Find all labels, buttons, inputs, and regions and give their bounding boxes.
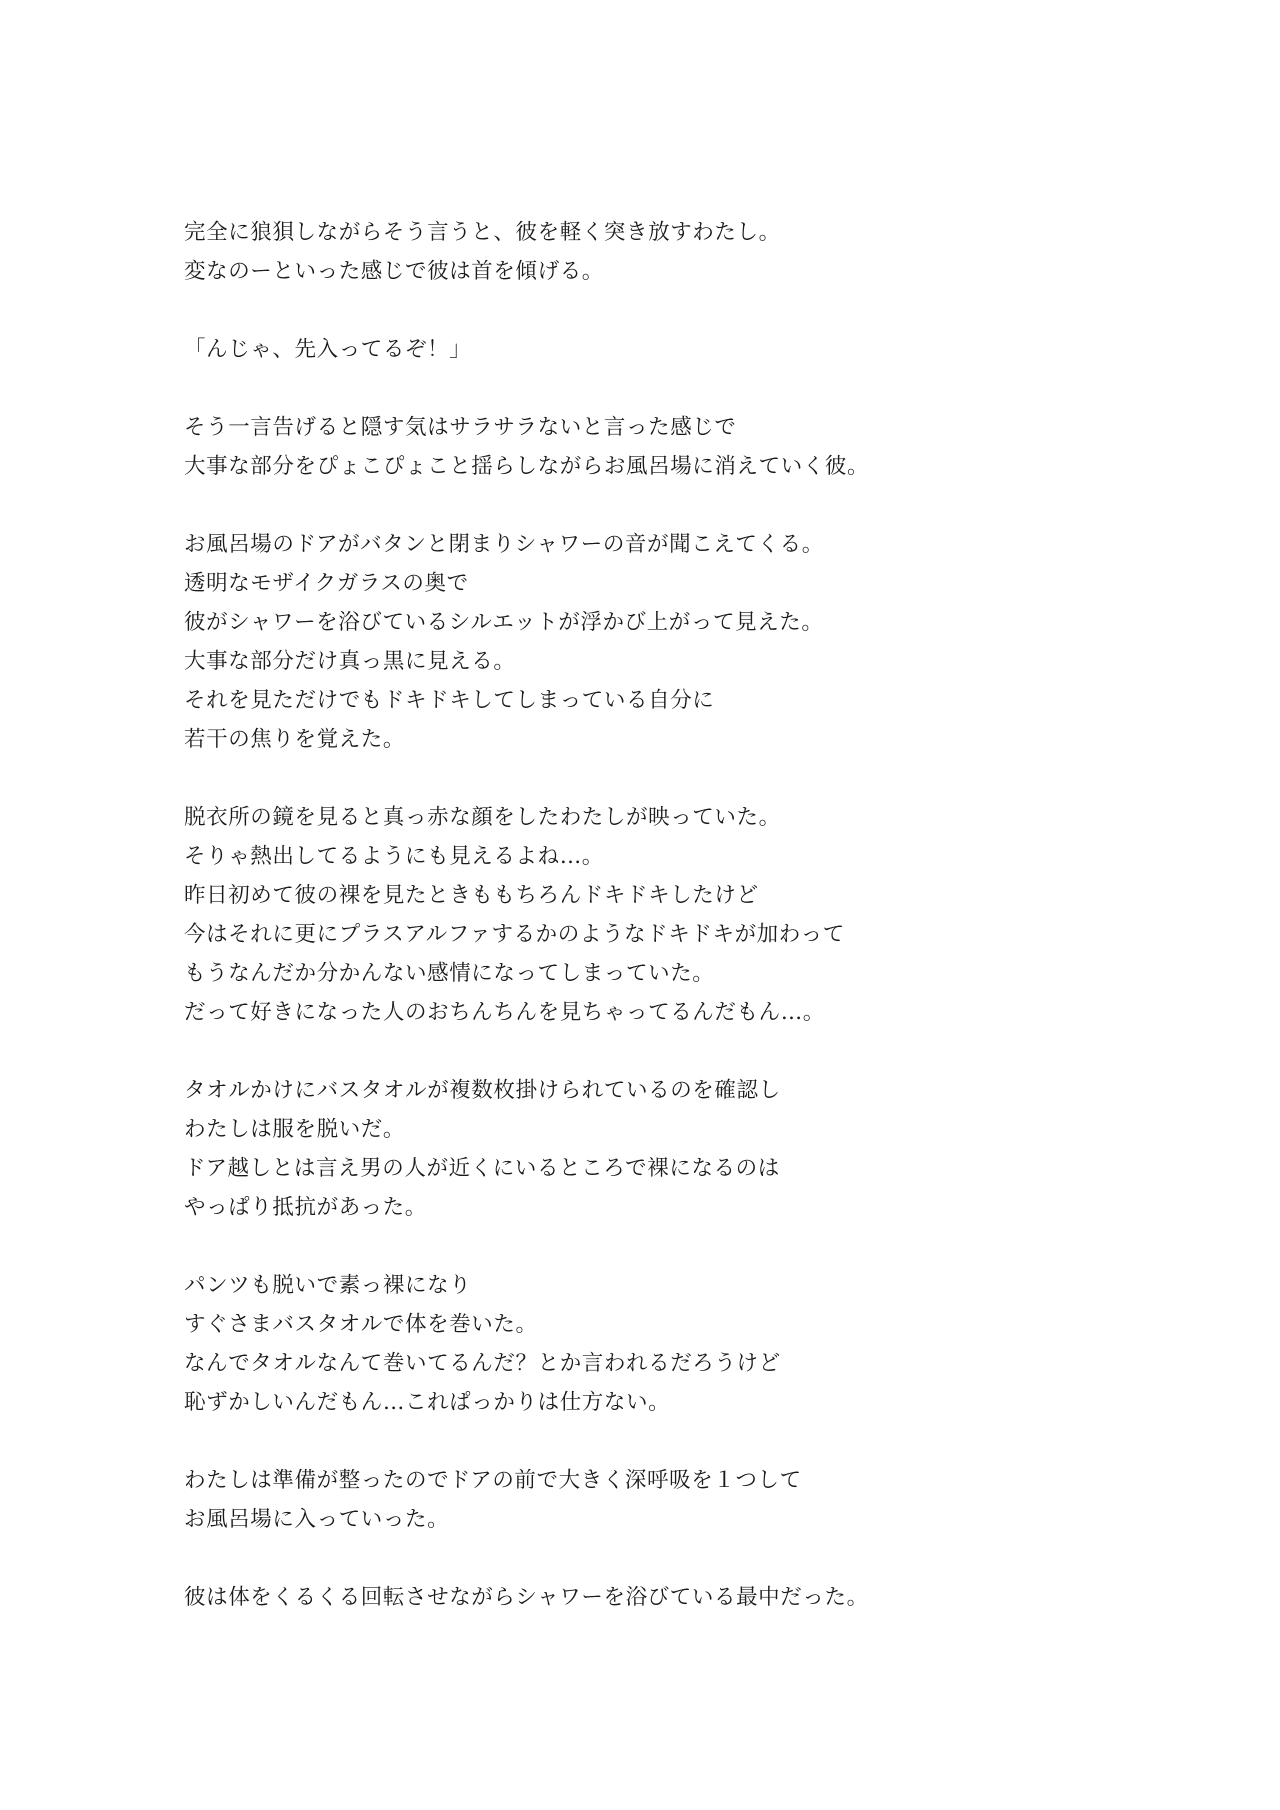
text-line: 彼は体をくるくる回転させながらシャワーを浴びている最中だった。 [184,1585,869,1610]
blank-line [184,369,1184,408]
text-line: 「んじゃ、先入ってるぞ！」 [184,337,472,362]
text-line: やっぱり抵抗があった。 [184,1195,427,1220]
blank-line [184,1032,1184,1071]
text-line: お風呂場のドアがバタンと閉まりシャワーの音が聞こえてくる。 [184,532,824,557]
text-line: もうなんだか分かんない感情になってしまっていた。 [184,961,715,986]
text-line: それを見ただけでもドキドキしてしまっている自分に [184,688,715,713]
text-line: お風呂場に入っていった。 [184,1507,450,1532]
text-line: 恥ずかしいんだもん…これぱっかりは仕方ない。 [184,1390,671,1415]
text-line: 大事な部分だけ真っ黒に見える。 [184,649,516,674]
text-line: 大事な部分をぴょこぴょこと揺らしながらお風呂場に消えていく彼。 [184,454,870,479]
text-line: わたしは服を脱いだ。 [184,1117,406,1142]
blank-line [184,291,1184,330]
text-line: わたしは準備が整ったのでドアの前で大きく深呼吸を１つして [184,1468,802,1493]
blank-line [184,759,1184,798]
text-line: ドア越しとは言え男の人が近くにいるところで裸になるのは [184,1156,780,1181]
text-line: すぐさまバスタオルで体を巻いた。 [184,1312,538,1337]
blank-line [184,1539,1184,1578]
text-line: 今はそれに更にプラスアルファするかのようなドキドキが加わって [184,922,845,947]
text-line: 完全に狼狽しながらそう言うと、彼を軽く突き放すわたし。 [184,220,781,245]
text-line: 透明なモザイクガラスの奥で [184,571,469,596]
blank-line [184,1422,1184,1461]
blank-line [184,486,1184,525]
story-text [184,213,1184,1617]
text-line: 彼がシャワーを浴びているシルエットが浮かび上がって見えた。 [184,610,824,635]
text-line: そう一言告げると隠す気はサラサラないと言った感じで [184,415,737,440]
text-line: なんでタオルなんて巻いてるんだ？とか言われるだろうけど [184,1351,781,1376]
text-line: 脱衣所の鏡を見ると真っ赤な顔をしたわたしが映っていた。 [184,805,781,830]
text-line: そりゃ熱出してるようにも見えるよね…。 [184,844,604,869]
text-line: 変なのーといった感じで彼は首を傾げる。 [184,259,604,284]
text-line: 昨日初めて彼の裸を見たときももちろんドキドキしたけど [184,883,759,908]
text-line: 若干の焦りを覚えた。 [184,727,406,752]
text-line: パンツも脱いで素っ裸になり [184,1273,472,1298]
text-line: だって好きになった人のおちんちんを見ちゃってるんだもん…。 [184,1000,825,1025]
text-line: タオルかけにバスタオルが複数枚掛けられているのを確認し [184,1078,781,1103]
blank-line [184,1227,1184,1266]
